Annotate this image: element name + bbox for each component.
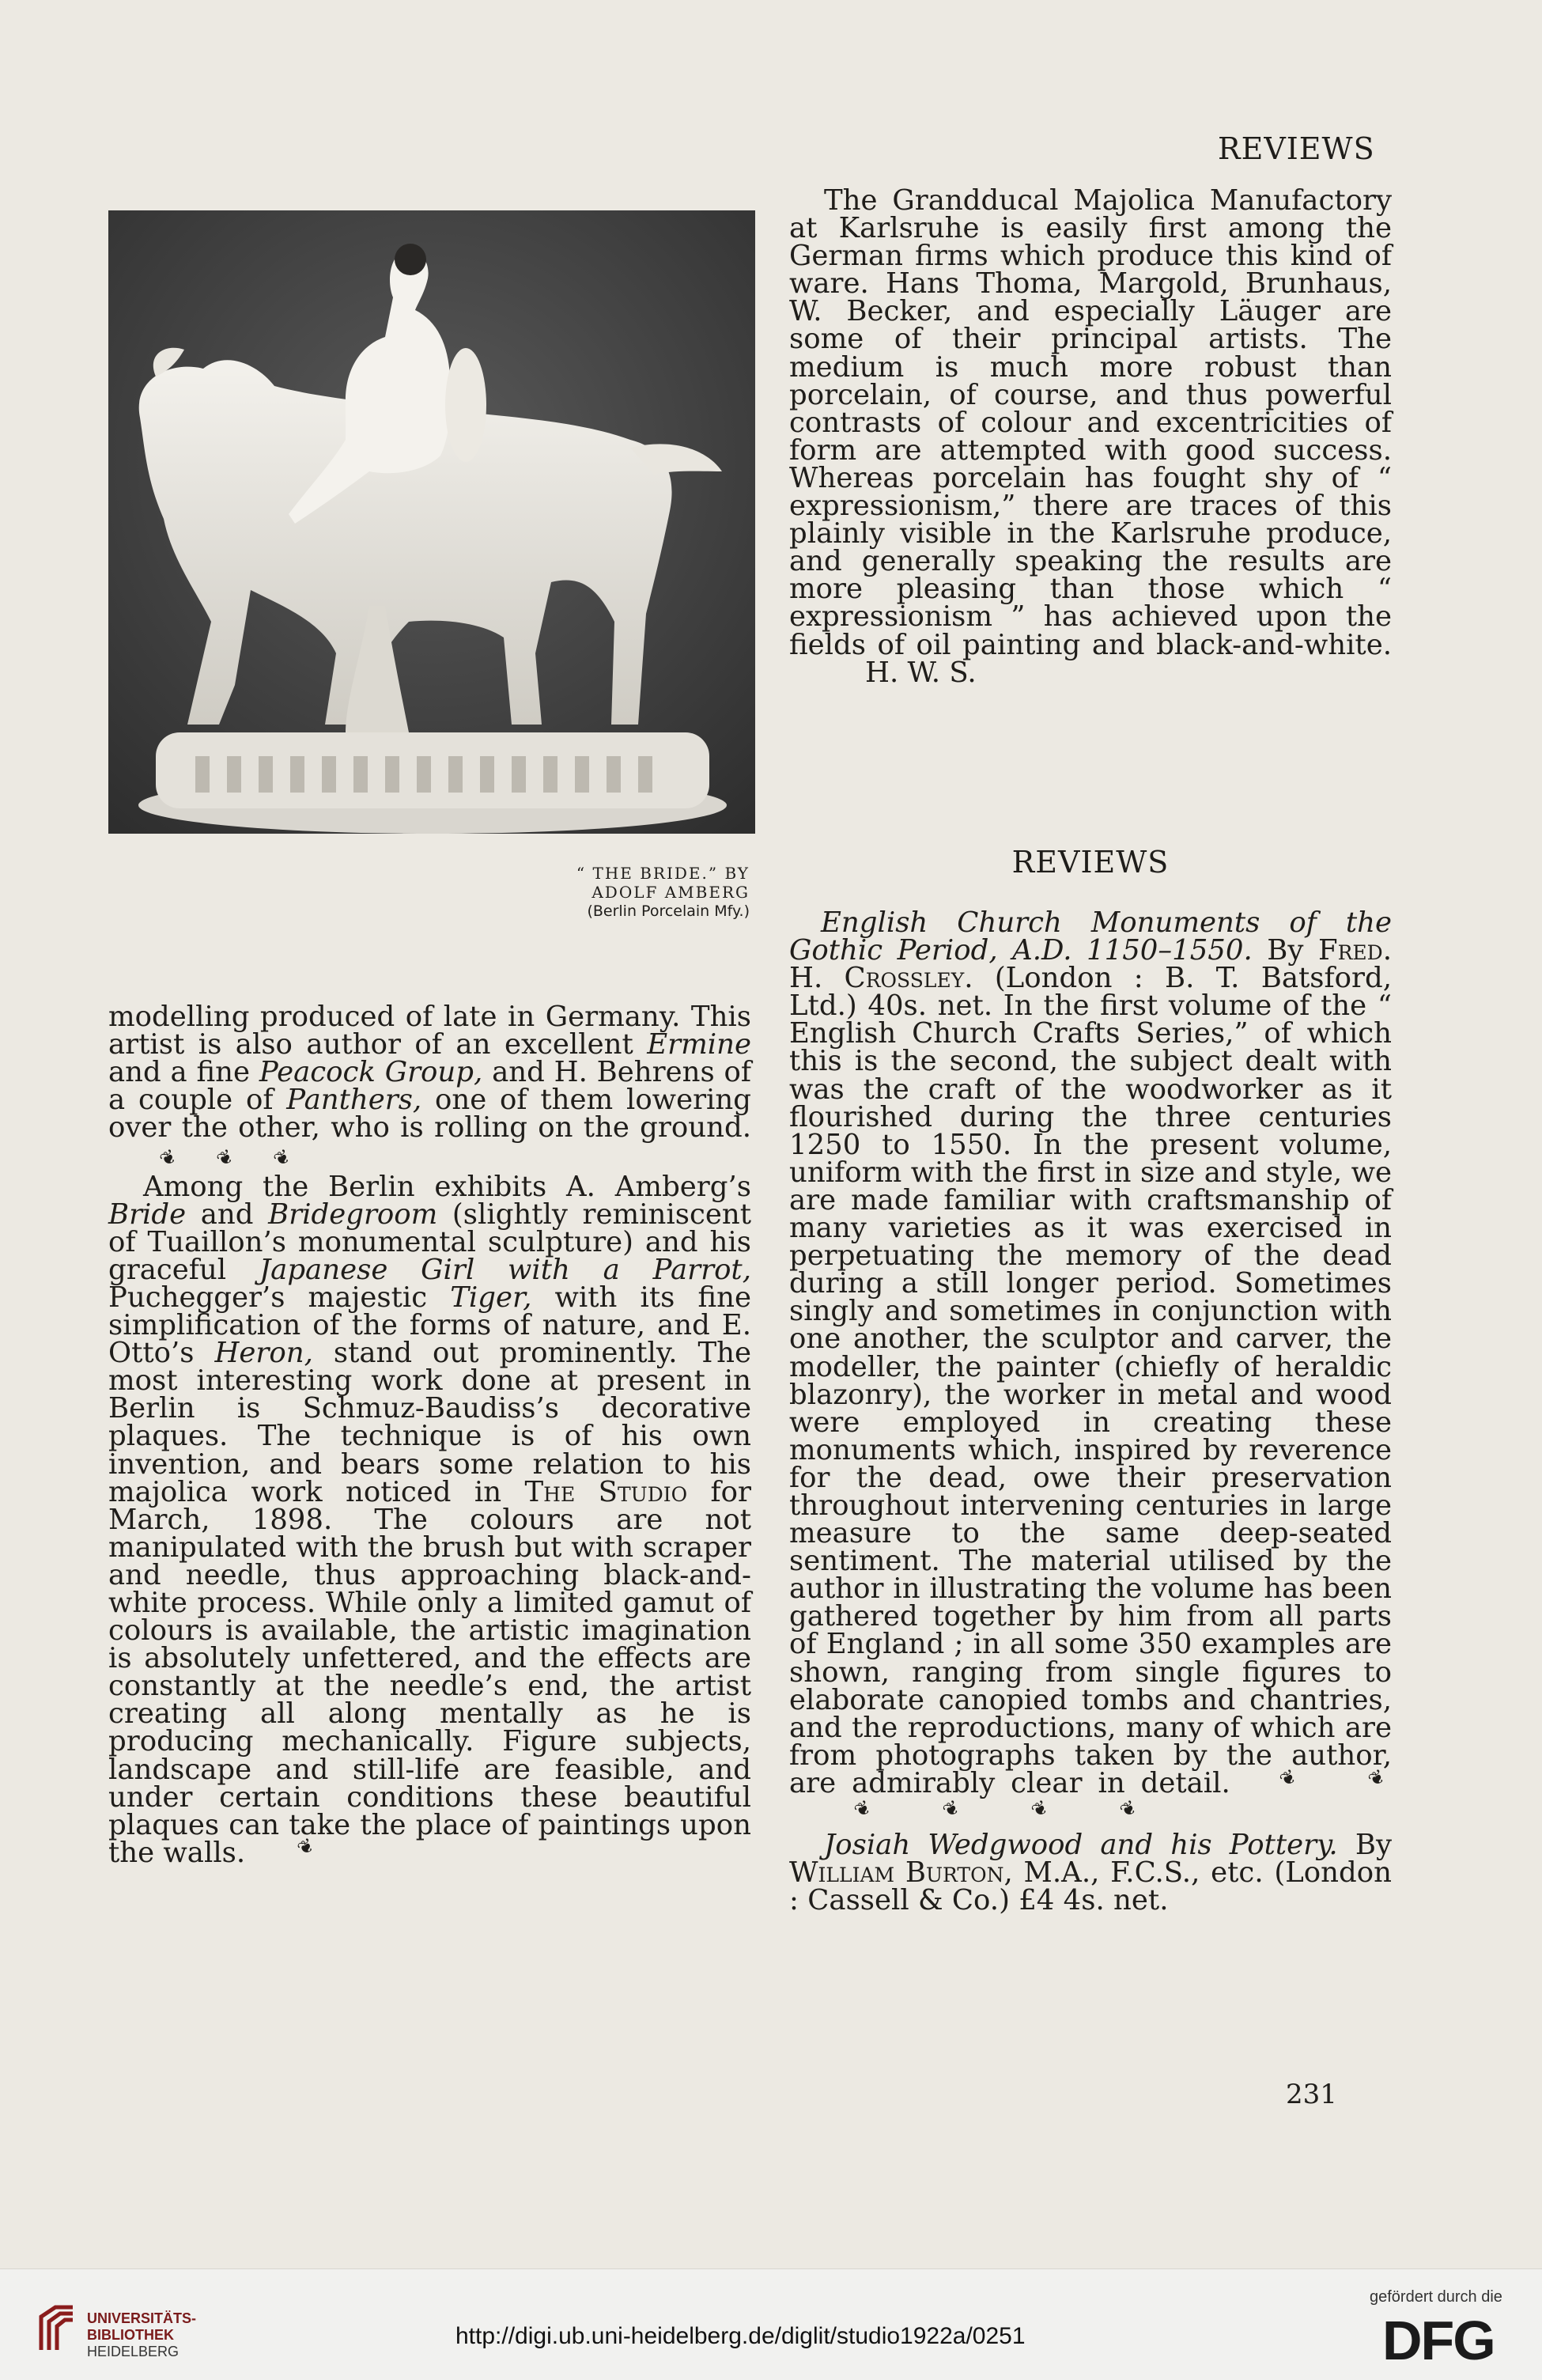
dfg-logo: DFG <box>1382 2310 1495 2371</box>
leaf-ornament-icon: ❦ <box>213 1145 238 1172</box>
funding-note: gefördert durch die <box>1370 2288 1502 2306</box>
karlsruhe-paragraph <box>789 184 1392 689</box>
leaf-ornament-icon: ❦ <box>156 1145 181 1172</box>
review-2-title: Josiah Wedgwood and his Pottery. <box>824 1829 1338 1862</box>
review-2-author: William Burton, <box>789 1856 1013 1890</box>
leaf-ornament-icon: ❦ <box>293 1833 319 1861</box>
review-josiah-wedgwood: Josiah Wedgwood and his Pottery. By William Burton, M.A., F.C.S., etc. (London : Cassell & Co.) £4 4s. net. <box>789 1829 1393 1917</box>
left-paragraph-2: Among the Berlin exhibits A. Amberg’s Bride and Bridegroom (slightly reminiscent of Tuaillon’s monumental sculpture) and his graceful Japanese Girl with a Parrot, Puchegger’s majestic Tiger, with its fine simplification of the forms of nature, and E. Otto’s Heron, stand out prominently. The most interesting work done at present in Berlin is Schmuz-Baudiss’s decorative plaques. The technique is of his own invention, and bears some relation to his majolica work noticed in The Studio for March, 1898. The colours are not manipulated with the brush but with scraper and needle, thus approaching black-and-white process. While only a limited gamut of colours is available, the artistic imagination is absolutely unfettered, and the effects are constantly at the needle’s end, the artist creating all along mentally as he is producing mechanically. Figure subjects, landscape and still-life are feasible, and under certain conditions these beautiful plaques can take the place of paintings upon the walls. ❦ <box>108 1173 751 1870</box>
karlsruhe-paragraph-column <box>789 184 1392 689</box>
leaf-ornament-icon: ❦ <box>270 1145 295 1172</box>
caption-title: “ THE BRIDE.” BY <box>576 864 750 883</box>
karlsruhe-text: The Grandducal Majolica Manufactory at Karlsruhe is easily first among the German firms which produce this kind of ware. Hans Thoma, Margold, Brunhaus, W. Becker, and especially Läuger are some of their principal artists. The medium is much more robust than porcelain, of course, and thus powerful contrasts of colour and excentricities of form are attempted with good success. Whereas porcelain has fought shy of “ expressionism,” there are traces of this plainly visible in the Karlsruhe produce, and generally speaking the results are more pleasing than those which “ expressionism ” has achieved upon the fields of oil painting and black-and-white. <box>789 184 1392 661</box>
caption-artist: ADOLF AMBERG <box>591 883 750 902</box>
leaf-ornament-icon: ❦ <box>1116 1795 1142 1823</box>
author-signature: H. W. S. <box>865 656 977 689</box>
left-paragraph-1: modelling produced of late in Germany. This artist is also author of an excellent Ermine and a fine Peacock Group, and H. Behrens of a couple of Panthers, one of them lowering over the other, who is rolling on the ground.❦ ❦ ❦ <box>108 1003 751 1173</box>
bride-sculpture-image <box>108 210 755 834</box>
left-column <box>108 1003 751 1870</box>
library-name: UNIVERSITÄTS- BIBLIOTHEK HEIDELBERG <box>87 2310 197 2359</box>
digitization-footer <box>0 2268 1542 2380</box>
leaf-ornament-icon: ❦ <box>1027 1795 1053 1823</box>
reviews-heading: REVIEWS <box>1011 845 1170 880</box>
review-1-title: English Church Monuments of the Gothic Period, A.D. 1150–1550. <box>789 906 1392 967</box>
leaf-ornament-icon: ❦ <box>850 1795 875 1823</box>
reviews-column <box>789 906 1393 1917</box>
running-head: REVIEWS <box>1218 131 1375 166</box>
page-number: 231 <box>1286 2079 1337 2110</box>
figure-photo <box>108 210 755 834</box>
figure-caption <box>443 864 750 921</box>
leaf-ornament-icon: ❦ <box>1276 1764 1301 1792</box>
leaf-ornament-icon: ❦ <box>1364 1764 1389 1792</box>
review-1-author: Fred. H. Crossley. <box>789 934 1392 995</box>
leaf-ornament-icon: ❦ <box>939 1795 964 1823</box>
caption-source: (Berlin Porcelain Mfy.) <box>587 902 750 920</box>
library-logo-icon <box>35 2302 79 2353</box>
source-url-link[interactable]: http://digi.ub.uni-heidelberg.de/diglit/studio1922a/0251 <box>455 2323 1026 2349</box>
review-english-church-monuments: English Church Monuments of the Gothic Period, A.D. 1150–1550. By Fred. H. Crossley. (London : B. T. Batsford, Ltd.) 40s. net. In the first volume of the “ English Church Crafts Series,” of which this is the second, the subject dealt with was the craft of the woodworker as it flourished during the three centuries 1250 to 1550. In the present volume, uniform with the first in size and style, we are made familiar with craftsmanship of many varieties as it was exercised in perpetuating the memory of the dead during a still longer period. Sometimes singly and sometimes in conjunction with one another, the sculptor and carver, the modeller, the painter (chiefly of heraldic blazonry), the worker in metal and wood were employed in creating these monuments which, inspired by reverence for the dead, owe their preservation throughout intervening centuries in large measure to the same deep-seated sentiment. The material utilised by the author in illustrating the volume has been gathered together by him from all parts of England ; in all some 350 examples are shown, ranging from single figures to elaborate canopied tombs and chantries, and the reproductions, many of which are from photographs taken by the author, are admirably clear in detail. ❦ ❦❦ ❦ ❦ ❦ <box>789 909 1392 1831</box>
